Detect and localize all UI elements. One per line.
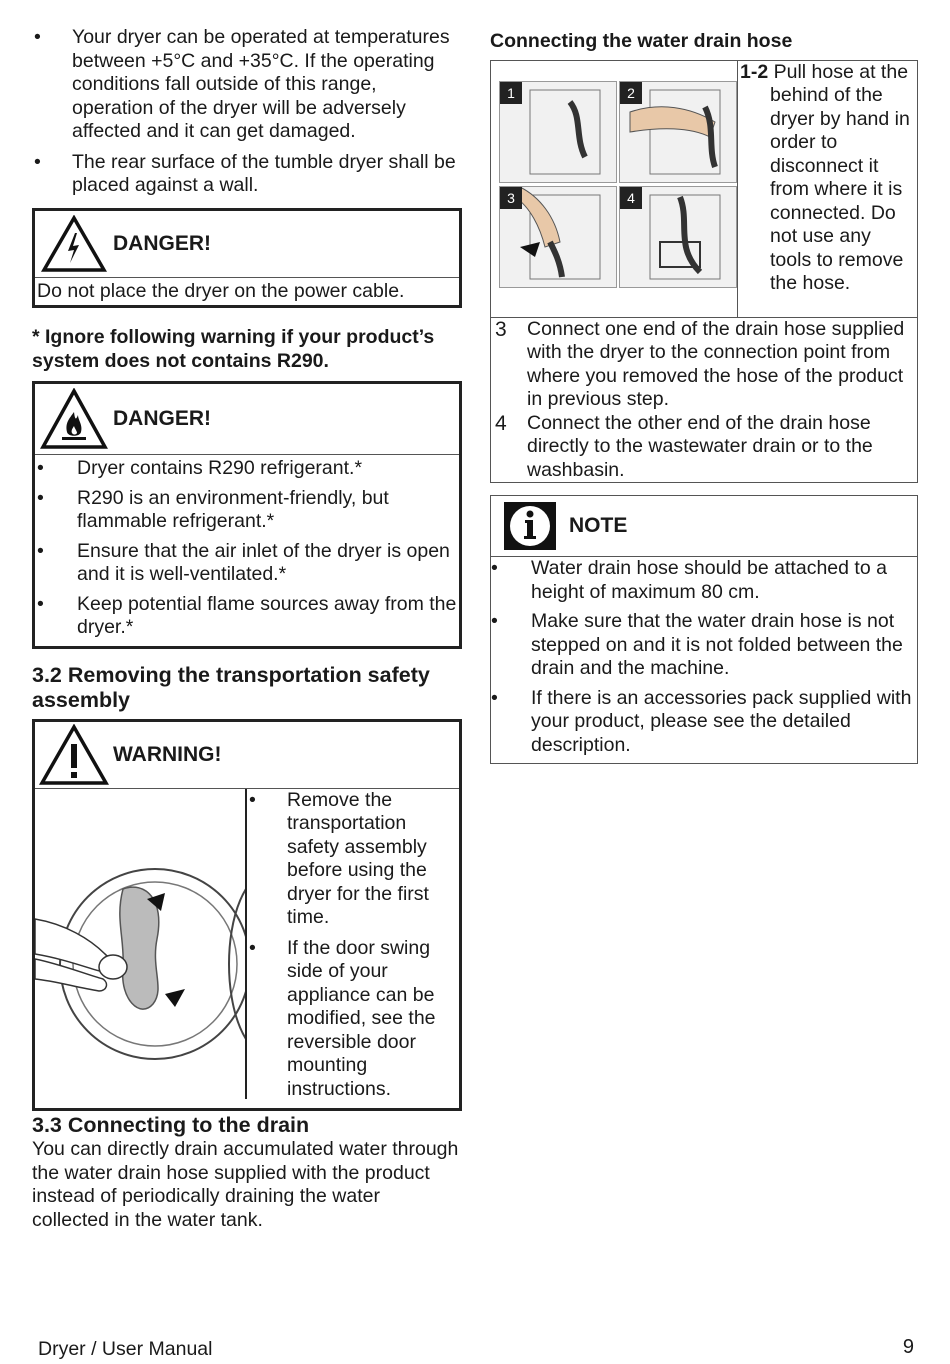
r290-note: * Ignore following warning if your product’s system does not contains R290. — [32, 326, 435, 372]
step-image-3: 3 — [499, 186, 617, 288]
transport-safety-illustration — [35, 789, 247, 1099]
drain-hose-steps-table — [490, 60, 918, 484]
note-title: NOTE — [569, 514, 628, 537]
right-column — [490, 30, 918, 764]
list-item: • If the door swing side of your appliance can be modified, see the reversible door mounting instructions. — [249, 936, 436, 1100]
warning-bullet-list — [247, 789, 459, 1102]
danger-text: Do not place the dryer on the power cable. — [37, 279, 405, 302]
list-item: • The rear surface of the tumble dryer shall be placed against a wall. — [34, 150, 456, 196]
danger-title: DANGER! — [113, 231, 211, 255]
note-box — [490, 495, 918, 764]
danger-box-r290 — [32, 381, 462, 649]
step-1-2-text: 1-2 Pull hose at the behind of the dryer by hand in order to disconnect it from where it is connected. Do not use any tools to remove the hose. — [740, 60, 910, 294]
list-item: • Keep potential flame sources away from the dryer.* — [37, 592, 457, 638]
intro-bullet-list — [32, 26, 462, 198]
warning-box — [32, 719, 462, 1112]
danger-bullet-list — [35, 455, 459, 640]
list-item: • Water drain hose should be attached to a height of maximum 80 cm. — [491, 557, 887, 603]
info-icon — [491, 500, 569, 552]
danger-box-power-cable — [32, 208, 462, 309]
step-image-2: 2 — [619, 81, 737, 183]
note-bullet-list — [491, 557, 917, 757]
drain-hose-title: Connecting the water drain hose — [490, 30, 793, 52]
section-3-3-text: You can directly drain accumulated water through the water drain hose supplied with the product instead of periodically draining the water collected in the water tank. — [32, 1138, 459, 1231]
list-item: • Remove the transportation safety assembly before using the dryer for the first time. — [249, 788, 429, 928]
list-item: • Dryer contains R290 refrigerant.* — [37, 457, 363, 479]
section-title-3-3: 3.3 Connecting to the drain — [32, 1113, 310, 1137]
electric-hazard-icon — [35, 215, 113, 273]
step-image-1: 1 — [499, 81, 617, 183]
footer-manual-title: Dryer / User Manual — [38, 1338, 213, 1360]
warning-icon — [35, 724, 113, 786]
list-item: • Make sure that the water drain hose is not stepped on and it is not folded between the drain and the machine. — [491, 610, 903, 679]
step-image-4: 4 — [619, 186, 737, 288]
list-item: • Your dryer can be operated at temperatures between +5°C and +35°C. If the operating conditions fall outside of this range, operation of the dryer will be adversely affected and it can get damaged. — [34, 26, 450, 142]
step-row: 3 Connect one end of the drain hose supplied with the dryer to the connection point from where you removed the hose of the product in previous step. — [495, 317, 905, 410]
drain-hose-illustrations — [491, 61, 738, 317]
list-item: • Ensure that the air inlet of the dryer is open and it is well-ventilated.* — [37, 539, 450, 585]
warning-title: WARNING! — [113, 742, 222, 766]
list-item: • If there is an accessories pack supplied with your product, please see the detailed description. — [491, 686, 912, 756]
page-number: 9 — [902, 1336, 914, 1358]
flammable-icon — [35, 388, 113, 450]
list-item: • R290 is an environment-friendly, but flammable refrigerant.* — [37, 486, 389, 532]
step-row: 4 Connect the other end of the drain hose directly to the wastewater drain or to the washbasin. — [495, 411, 873, 481]
section-title-3-2: 3.2 Removing the transportation safety assembly — [32, 662, 430, 712]
left-column — [32, 26, 462, 1232]
danger-title: DANGER! — [113, 407, 211, 430]
